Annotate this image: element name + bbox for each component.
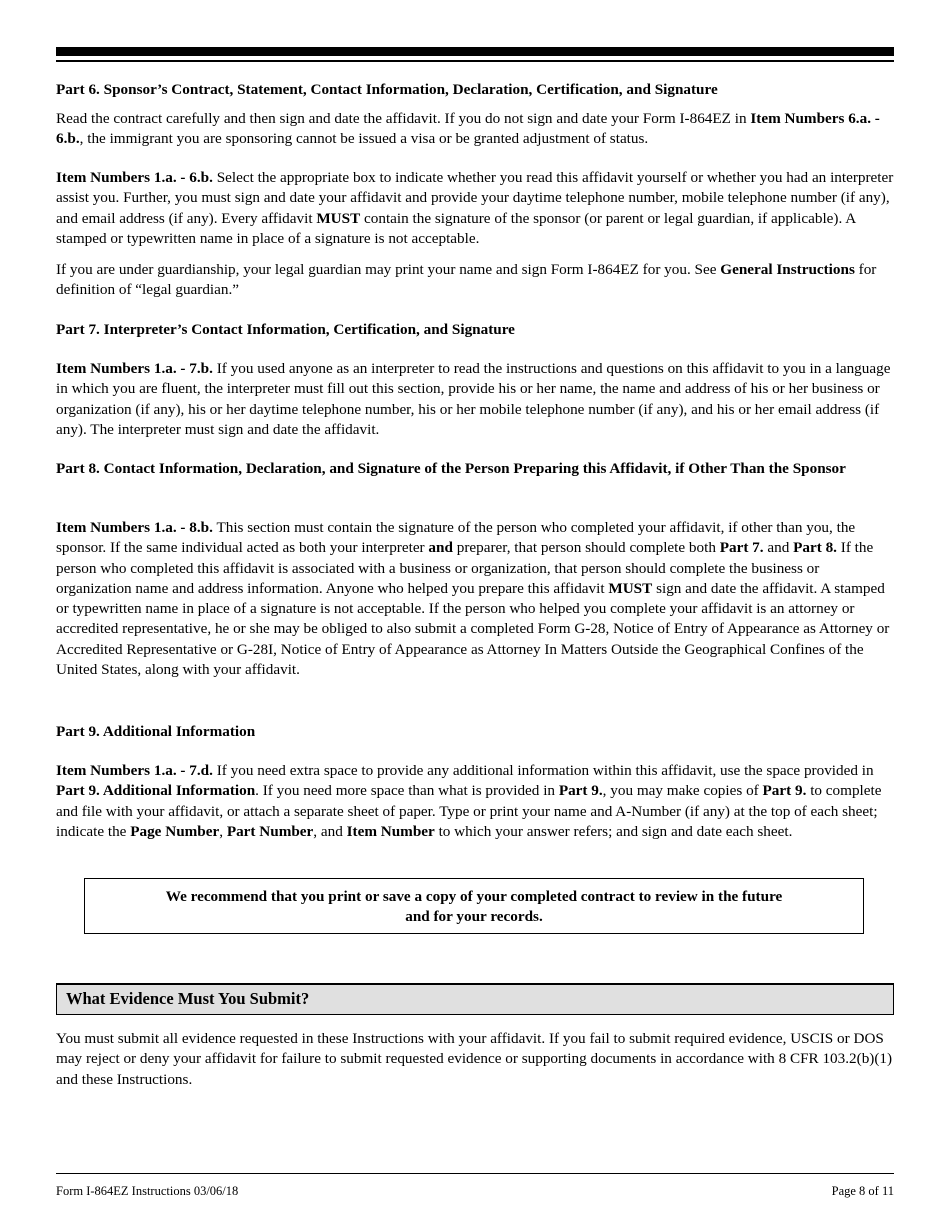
bold-text-run: Part Number <box>226 822 314 840</box>
bold-text-run: Part 7. <box>719 539 764 557</box>
bold-text-run: Part 9. <box>558 782 603 800</box>
footer-form-info: Form I-864EZ Instructions 03/06/18 <box>56 1184 239 1198</box>
part9-paragraph <box>56 761 896 842</box>
part6-paragraph <box>56 109 896 150</box>
text-run: for definition of “legal guardian.” <box>56 261 877 299</box>
bold-text-run: Item Numbers 1.a. - 7.b. <box>56 360 213 377</box>
recommendation-notice-box <box>84 878 864 934</box>
text-run: sign and date the affidavit. A stamped or typewritten name in place of a signature is not acceptable. If the person who helped you complete your affidavit is an attorney or accredited representative, he or she may be obliged to also submit a completed Form G-28, Notice of Entry of Appearance as Attorney or Accredited Representative or G-28I, Notice of Entry of Appearance as Attorney In Matters Outside the Geographical Confines of the United States, along with your affidavit. <box>56 579 890 679</box>
text-run: You must submit all evidence requested in these Instructions with your affidavit. If you fail to submit required evidence, USCIS or DOS may reject or deny your affidavit for failure to submit requested evidence or supporting documents in accordance with 8 CFR 103.2(b)(1) and these Instructions. <box>56 1030 893 1088</box>
text-run: , and <box>313 822 347 840</box>
text-run: This section must contain the signature of the person who completed your affidavit, if other than you, the sponsor. If the same individual acted as both your interpreter <box>56 519 856 557</box>
text-run: If you used anyone as an interpreter to read the instructions and questions on this affidavit to you in a language in which you are fluent, the interpreter must fill out this section, provide his or her name, the name and address of his or her business or organization (if any), his or her daytime telephone number, his or her mobile telephone number (if any), and his or her email address (if any). The interpreter must sign and date the affidavit. <box>56 360 891 438</box>
text-run: If you are under guardianship, your legal guardian may print your name and sign Form I-864EZ for you. See <box>56 261 721 278</box>
text-run: . If you need more space than what is provided in <box>255 782 559 800</box>
bold-text-run: Part 9. Additional Information <box>56 782 256 800</box>
text-run: If you need extra space to provide any additional information within this affidavit, use the space provided in <box>212 762 874 779</box>
bold-text-run: Part 8. <box>793 539 837 557</box>
text-run: Read the contract carefully and then sign and date the affidavit. If you do not sign and date your Form I-864EZ in <box>56 110 751 127</box>
part6-paragraph <box>56 168 896 249</box>
evidence-section-heading: What Evidence Must You Submit? <box>56 983 894 1015</box>
text-run: preparer, that person should complete both <box>452 539 720 557</box>
part7-heading: Part 7. Interpreter’s Contact Information, Certification, and Signature <box>56 321 515 338</box>
footer-rule <box>56 1173 894 1174</box>
part6-paragraph <box>56 260 896 301</box>
bold-text-run: Item Numbers 1.a. - 8.b. <box>56 519 213 536</box>
bold-text-run: Item Numbers 6.a. - 6.b. <box>56 110 880 148</box>
part7-paragraph <box>56 359 896 440</box>
text-run: to which your answer refers; and sign and date each sheet. <box>434 822 793 840</box>
bold-text-run: Item Numbers 1.a. - 7.d. <box>56 762 213 779</box>
text-run: , you may make copies of <box>602 782 763 800</box>
footer-page-number: Page 8 of 11 <box>831 1184 894 1198</box>
header-rule-thick <box>56 47 894 56</box>
bold-text-run: General Instructions <box>720 261 855 278</box>
bold-text-run: MUST <box>316 209 361 227</box>
header-rule-thin <box>56 60 894 62</box>
bold-text-run: Part 9. <box>762 782 807 800</box>
notice-line: We recommend that you print or save a copy of your completed contract to review in the future <box>165 888 783 905</box>
part6-heading: Part 6. Sponsor’s Contract, Statement, Contact Information, Declaration, Certification, and Signature <box>56 81 718 98</box>
text-run: contain the signature of the sponsor (or parent or legal guardian, if applicable). A stamped or typewritten name in place of a signature is not acceptable. <box>56 209 856 247</box>
part9-heading: Part 9. Additional Information <box>56 723 256 740</box>
text-run: to complete and file with your affidavit, or attach a separate sheet of paper. Type or print your name and A-Number (if any) at the top of each sheet; indicate the <box>56 782 882 840</box>
text-run: If the person who completed this affidavit is associated with a business or organization, that person should complete the business or organization name and address information. Anyone who helped you prepare this affidavit <box>56 539 874 597</box>
bold-text-run: Item Number <box>346 822 435 840</box>
bold-text-run: MUST <box>608 579 653 597</box>
text-run: and <box>763 539 794 557</box>
text-run: , <box>219 822 227 840</box>
bold-text-run: Page Number <box>130 822 220 840</box>
evidence-paragraph <box>56 1029 896 1090</box>
bold-text-run: Item Numbers 1.a. - 6.b. <box>56 169 213 186</box>
bold-text-run: and <box>428 539 453 557</box>
text-run: , the immigrant you are sponsoring cannot be issued a visa or be granted adjustment of status. <box>79 130 649 148</box>
text-run: Select the appropriate box to indicate whether you read this affidavit yourself or whether you had an interpreter assist you. Further, you must sign and date your affidavit and provide your daytime telephone number, mobile telephone number (if any), and email address (if any). Every affidavit <box>56 169 894 227</box>
part8-heading: Part 8. Contact Information, Declaration, and Signature of the Person Preparing this Affidavit, if Other Than the Sponsor <box>56 460 846 477</box>
notice-line: and for your records. <box>405 908 543 926</box>
part8-paragraph <box>56 518 896 680</box>
